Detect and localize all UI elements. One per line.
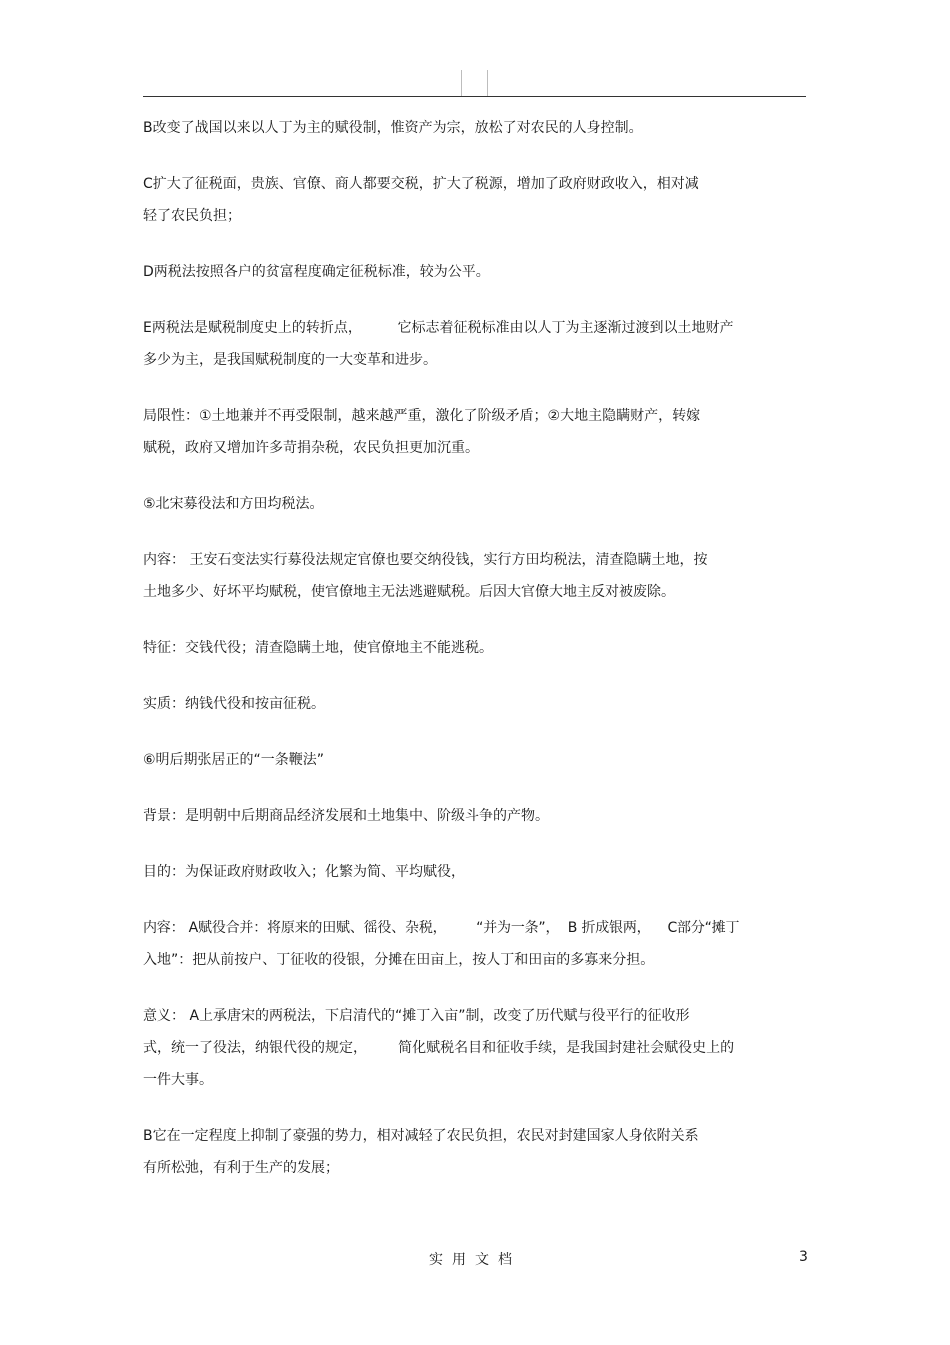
text-line: 意义： A上承唐宋的两税法，下启清代的“摊丁入亩”制，改变了历代赋与役平行的征收形 <box>143 1008 690 1024</box>
footer-label: 实用文档 <box>429 1252 521 1268</box>
paragraph-limitations <box>143 400 806 464</box>
paragraph-reform-d <box>143 256 806 288</box>
section-heading-song <box>143 488 806 520</box>
document-body <box>143 112 806 1208</box>
text-line: ⑥明后期张居正的“一条鞭法” <box>143 752 325 768</box>
text-line: 入地”：把从前按户、丁征收的役银，分摊在田亩上，按人丁和田亩的多寡来分担。 <box>143 952 655 968</box>
text-line: B它在一定程度上抑制了豪强的势力，相对减轻了农民负担，农民对封建国家人身依附关系 <box>143 1128 699 1144</box>
paragraph-ming-significance <box>143 1000 806 1096</box>
text-line: 背景：是明朝中后期商品经济发展和土地集中、阶级斗争的产物。 <box>143 808 549 824</box>
paragraph-reform-c <box>143 168 806 232</box>
paragraph-ming-content <box>143 912 806 976</box>
text-line: B改变了战国以来以人丁为主的赋役制，惟资产为宗，放松了对农民的人身控制。 <box>143 120 643 136</box>
paragraph-song-content <box>143 544 806 608</box>
text-line: 式，统一了役法，纳银代役的规定， 简化赋税名目和征收手续，是我国封建社会赋役史上的 <box>143 1040 735 1056</box>
text-line: 有所松弛，有利于生产的发展； <box>143 1160 339 1176</box>
text-line: C扩大了征税面，贵族、官僚、商人都要交税，扩大了税源，增加了政府财政收入，相对减 <box>143 176 699 192</box>
header-tick-right <box>487 70 488 96</box>
paragraph-ming-significance-b <box>143 1120 806 1184</box>
section-heading-ming <box>143 744 806 776</box>
text-line: 一件大事。 <box>143 1072 213 1088</box>
text-line: 多少为主，是我国赋税制度的一大变革和进步。 <box>143 352 437 368</box>
text-line: 轻了农民负担； <box>143 208 241 224</box>
page-number: 3 <box>799 1249 808 1265</box>
text-line: E两税法是赋税制度史上的转折点， 它标志着征税标准由以人丁为主逐渐过渡到以土地财产 <box>143 320 734 336</box>
text-line: 特征：交钱代役；清查隐瞒土地，使官僚地主不能逃税。 <box>143 640 493 656</box>
text-line: 局限性：①土地兼并不再受限制，越来越严重，激化了阶级矛盾；②大地主隐瞒财产，转嫁 <box>143 408 701 424</box>
paragraph-reform-e <box>143 312 806 376</box>
header-rule <box>143 96 806 97</box>
text-line: 赋税，政府又增加许多苛捐杂税，农民负担更加沉重。 <box>143 440 479 456</box>
paragraph-ming-purpose <box>143 856 806 888</box>
header-tick-left <box>461 70 462 96</box>
paragraph-ming-background <box>143 800 806 832</box>
text-line: 目的：为保证政府财政收入；化繁为简、平均赋役， <box>143 864 465 880</box>
text-line: 土地多少、好坏平均赋税，使官僚地主无法逃避赋税。后因大官僚大地主反对被废除。 <box>143 584 675 600</box>
text-line: ⑤北宋募役法和方田均税法。 <box>143 496 324 512</box>
text-line: 实质：纳钱代役和按亩征税。 <box>143 696 325 712</box>
text-line: 内容： 王安石变法实行募役法规定官僚也要交纳役钱，实行方田均税法，清查隐瞒土地，按 <box>143 552 708 568</box>
paragraph-reform-b <box>143 112 806 144</box>
paragraph-song-features <box>143 632 806 664</box>
text-line: 内容： A赋役合并：将原来的田赋、徭役、杂税， “并为一条”， B 折成银两， C部分“摊丁 <box>143 920 740 936</box>
text-line: D两税法按照各户的贫富程度确定征税标准，较为公平。 <box>143 264 490 280</box>
paragraph-song-essence <box>143 688 806 720</box>
